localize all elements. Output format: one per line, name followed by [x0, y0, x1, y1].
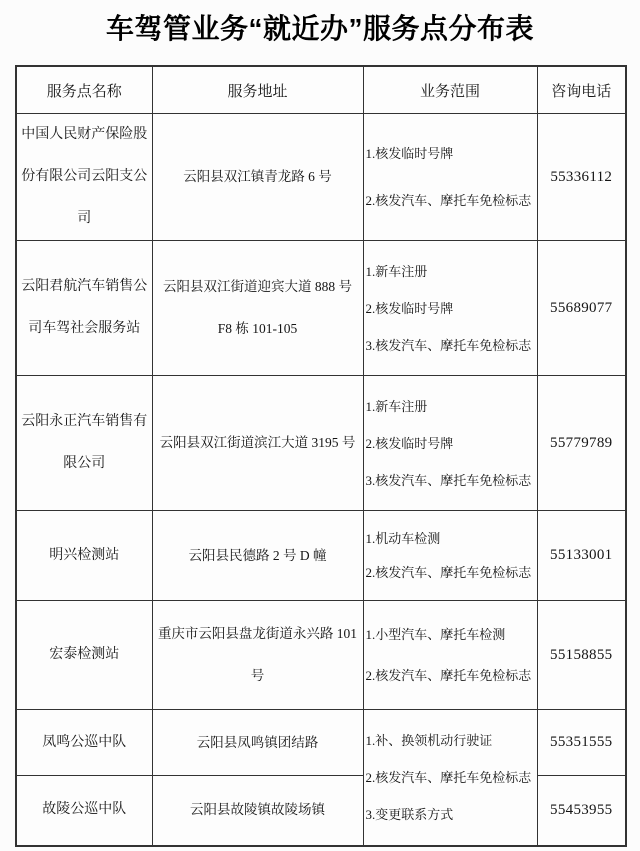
service-point-name-cell	[16, 511, 152, 601]
text-line: 云阳永正汽车销售有	[21, 414, 148, 429]
service-address-cell	[152, 601, 363, 710]
service-point-name-cell	[16, 776, 152, 846]
text-line: 司	[77, 211, 92, 226]
business-item: 1.新车注册	[365, 263, 428, 279]
text-line: 云阳县故陵镇故陵场镇	[190, 802, 325, 818]
service-address-cell	[152, 376, 363, 511]
service-point-name-cell	[16, 601, 152, 710]
business-scope-merged-cell	[363, 710, 537, 846]
text-line: 司车驾社会服务站	[28, 321, 141, 336]
table-row	[16, 511, 626, 601]
business-item: 1.补、换领机动行驶证	[365, 732, 493, 748]
text-line: 云阳县双江街道滨江大道 3195 号	[159, 435, 356, 450]
table-row	[16, 114, 626, 241]
text-line: 故陵公巡中队	[42, 802, 127, 818]
service-address-cell	[152, 710, 363, 776]
business-scope-cell	[363, 376, 537, 511]
phone-cell: 55351555	[537, 710, 626, 776]
business-item: 1.小型汽车、摩托车检测	[365, 627, 506, 643]
business-scope-cell	[363, 511, 537, 601]
col-header-service-address: 服务地址	[152, 66, 363, 114]
table-row	[16, 601, 626, 710]
phone-cell: 55689077	[537, 241, 626, 376]
text-line: 份有限公司云阳支公	[21, 169, 148, 184]
business-scope-cell	[363, 241, 537, 376]
business-item: 3.核发汽车、摩托车免检标志	[365, 337, 532, 353]
text-line: 云阳县凤鸣镇团结路	[196, 734, 319, 750]
page	[0, 10, 640, 851]
business-item: 3.变更联系方式	[365, 807, 454, 822]
text-line: 宏泰检测站	[49, 647, 120, 662]
service-address-cell	[152, 511, 363, 601]
text-line: 云阳县民德路 2 号 D 幢	[188, 547, 327, 563]
col-header-phone: 咨询电话	[537, 66, 626, 114]
service-address-cell	[152, 776, 363, 846]
service-address-cell	[152, 241, 363, 376]
business-item: 2.核发汽车、摩托车免检标志	[365, 769, 532, 785]
phone-cell: 55158855	[537, 601, 626, 710]
table-row	[16, 710, 626, 776]
business-item: 2.核发汽车、摩托车免检标志	[365, 667, 532, 683]
text-line: 明兴检测站	[49, 547, 120, 563]
table-row	[16, 376, 626, 511]
table-header-row	[16, 66, 626, 114]
service-points-table	[15, 65, 627, 847]
business-item: 3.核发汽车、摩托车免检标志	[365, 472, 532, 488]
business-item: 2.核发临时号牌	[365, 435, 454, 451]
text-line: 号	[250, 668, 265, 683]
business-scope-cell	[363, 114, 537, 241]
business-item: 1.机动车检测	[365, 530, 441, 546]
phone-cell: 55453955	[537, 776, 626, 846]
phone-cell: 55779789	[537, 376, 626, 511]
service-point-name-cell	[16, 241, 152, 376]
service-point-name-cell	[16, 114, 152, 241]
business-scope-cell	[363, 601, 537, 710]
text-line: 云阳君航汽车销售公	[21, 279, 148, 294]
business-item: 2.核发汽车、摩托车免检标志	[365, 565, 532, 581]
text-line: 云阳县双江镇青龙路 6 号	[183, 169, 332, 184]
service-address-cell	[152, 114, 363, 241]
service-point-name-cell	[16, 710, 152, 776]
text-line: 重庆市云阳县盘龙街道永兴路 101	[157, 626, 358, 641]
business-item: 2.核发临时号牌	[365, 300, 454, 316]
business-item: 1.新车注册	[365, 398, 428, 414]
phone-cell: 55336112	[537, 114, 626, 241]
table-row	[16, 241, 626, 376]
business-item: 1.核发临时号牌	[365, 146, 454, 162]
text-line: 云阳县双江街道迎宾大道 888 号	[163, 279, 352, 294]
text-line: 凤鸣公巡中队	[42, 734, 127, 750]
text-line: F8 栋 101-105	[217, 321, 298, 336]
col-header-service-point-name: 服务点名称	[16, 66, 152, 114]
page-title: 车驾管业务“就近办”服务点分布表	[105, 13, 534, 44]
col-header-business-scope: 业务范围	[363, 66, 537, 114]
phone-cell: 55133001	[537, 511, 626, 601]
service-point-name-cell	[16, 376, 152, 511]
text-line: 中国人民财产保险股	[21, 127, 148, 142]
text-line: 限公司	[63, 456, 106, 471]
business-item: 2.核发汽车、摩托车免检标志	[365, 192, 532, 208]
